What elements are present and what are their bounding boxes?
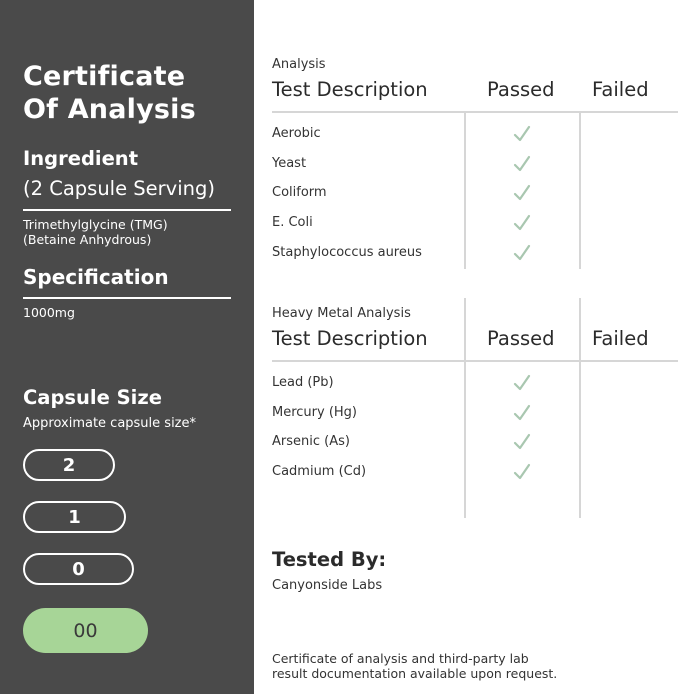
analysis-row-label: Coliform bbox=[272, 185, 327, 200]
check-icon bbox=[512, 243, 532, 263]
heavy-metal-col-divider-1 bbox=[464, 362, 466, 518]
capsule-size-0-button[interactable]: 0 bbox=[23, 553, 134, 585]
check-icon bbox=[512, 213, 532, 233]
capsule-size-2-button[interactable]: 2 bbox=[23, 449, 115, 481]
left-panel bbox=[0, 0, 254, 694]
analysis-section-label: Analysis bbox=[272, 57, 326, 72]
specification-value: 1000mg bbox=[23, 305, 75, 320]
analysis-row-label: Staphylococcus aureus bbox=[272, 245, 422, 260]
footer-line-2: result documentation available upon request. bbox=[272, 666, 558, 681]
analysis-header-rule bbox=[272, 111, 678, 113]
tested-by-value: Canyonside Labs bbox=[272, 578, 383, 593]
check-icon bbox=[512, 183, 532, 203]
ingredient-serving: (2 Capsule Serving) bbox=[23, 177, 215, 200]
title-line-2: Of Analysis bbox=[23, 94, 196, 125]
specification-heading: Specification bbox=[23, 265, 169, 289]
footer-line-1: Certificate of analysis and third-party lab bbox=[272, 651, 529, 666]
ingredient-name-line-2: (Betaine Anhydrous) bbox=[23, 232, 152, 247]
title-line-1: Certificate bbox=[23, 61, 186, 92]
check-icon bbox=[512, 124, 532, 144]
check-icon bbox=[512, 403, 532, 423]
heavy-metal-col-failed: Failed bbox=[592, 327, 649, 350]
heavy-metal-col-divider-2 bbox=[579, 362, 581, 518]
tested-by-heading: Tested By: bbox=[272, 548, 387, 571]
capsule-size-1-button[interactable]: 1 bbox=[23, 501, 126, 533]
check-icon bbox=[512, 373, 532, 393]
capsule-size-heading: Capsule Size bbox=[23, 386, 162, 409]
heavy-metal-col-passed: Passed bbox=[487, 327, 555, 350]
analysis-row-label: Aerobic bbox=[272, 126, 321, 141]
analysis-col-passed: Passed bbox=[487, 78, 555, 101]
check-icon bbox=[512, 432, 532, 452]
heavy-metal-header-divider-2 bbox=[579, 298, 581, 360]
ingredient-name bbox=[23, 217, 168, 247]
heavy-metal-row-label: Cadmium (Cd) bbox=[272, 464, 367, 479]
ingredient-divider bbox=[23, 209, 231, 211]
ingredient-heading: Ingredient bbox=[23, 147, 139, 170]
analysis-row-label: Yeast bbox=[272, 156, 307, 171]
ingredient-name-line-1: Trimethylglycine (TMG) bbox=[23, 217, 168, 232]
heavy-metal-header-rule bbox=[272, 360, 678, 362]
specification-divider bbox=[23, 297, 231, 299]
heavy-metal-row-label: Lead (Pb) bbox=[272, 375, 334, 390]
check-icon bbox=[512, 462, 532, 482]
page-title bbox=[23, 60, 196, 126]
analysis-col-divider-1 bbox=[464, 113, 466, 269]
check-icon bbox=[512, 154, 532, 174]
heavy-metal-section-label: Heavy Metal Analysis bbox=[272, 306, 411, 321]
analysis-col-failed: Failed bbox=[592, 78, 649, 101]
heavy-metal-row-label: Mercury (Hg) bbox=[272, 405, 358, 420]
capsule-size-00-button[interactable]: 00 bbox=[23, 608, 148, 653]
analysis-row-label: E. Coli bbox=[272, 215, 313, 230]
right-panel bbox=[254, 0, 679, 694]
footer-note bbox=[272, 651, 557, 681]
heavy-metal-col-test: Test Description bbox=[272, 327, 428, 350]
heavy-metal-row-label: Arsenic (As) bbox=[272, 434, 350, 449]
analysis-col-test: Test Description bbox=[272, 78, 428, 101]
heavy-metal-header-divider-1 bbox=[464, 298, 466, 360]
capsule-size-subtext: Approximate capsule size* bbox=[23, 416, 196, 431]
analysis-col-divider-2 bbox=[579, 113, 581, 269]
